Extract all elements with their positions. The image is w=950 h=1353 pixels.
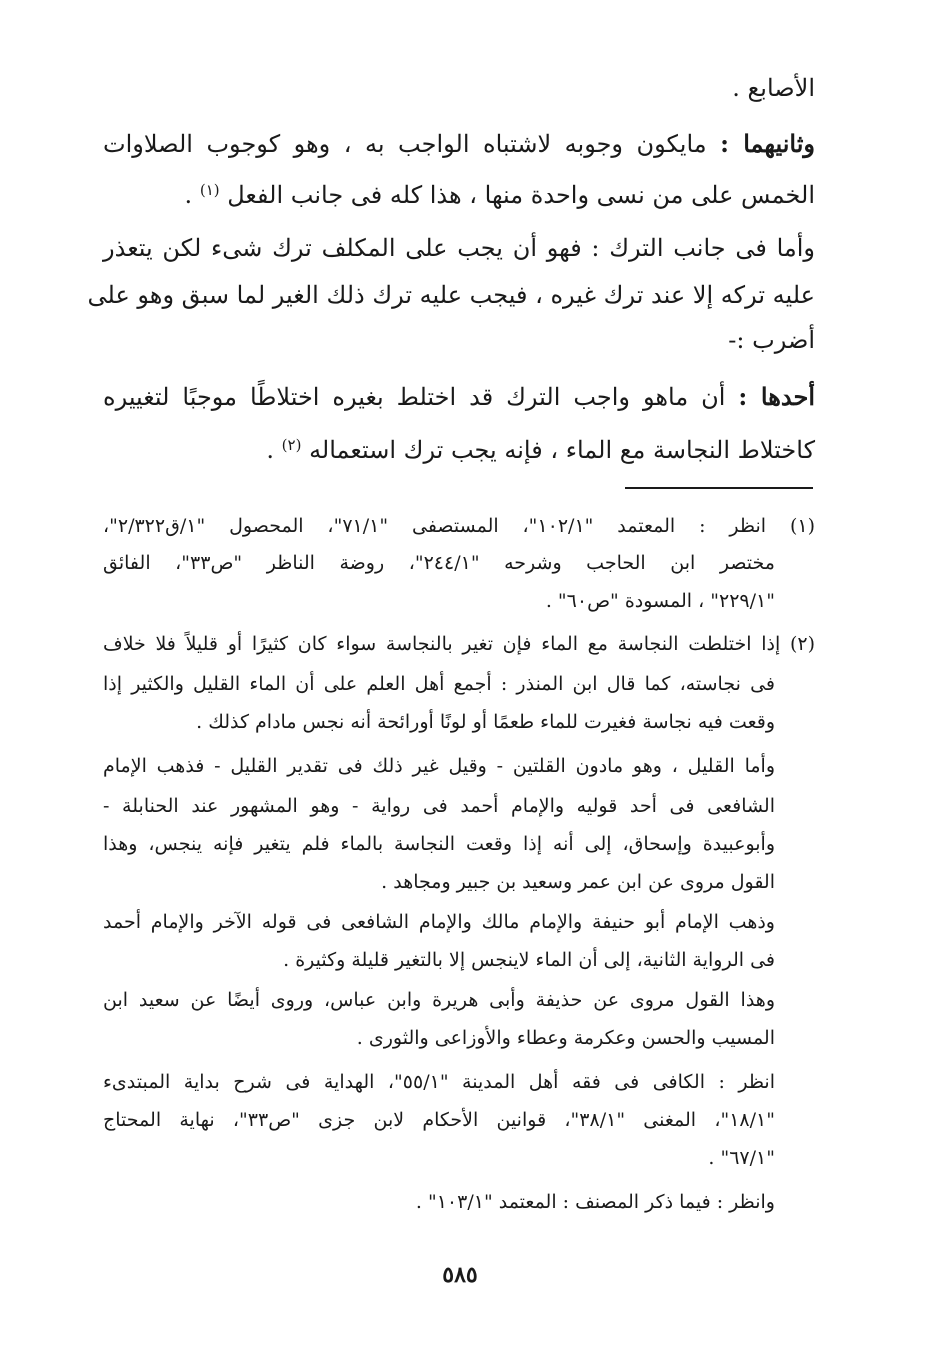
footnote-2-line-14 [103,1142,775,1174]
footnote-2-line-3 [103,706,775,738]
footnote-2-line-10 [103,984,775,1016]
footnote-text: الشافعى فى أحد قوليه والإمام أحمد فى رواية - وهو المشهور عند الحنابلة - [103,795,775,817]
footnote-2-line-5 [103,790,775,822]
footnote-2-line-12 [103,1066,775,1098]
footnote-text: وانظر : فيما ذكر المصنف : المعتمد "١٠٣/١" . [415,1191,775,1213]
footnote-2-line-2 [103,668,775,700]
footnote-text: فى نجاسته، كما قال ابن المنذر : أجمع أهل العلم على أن الماء القليل والكثير إذا [103,673,775,695]
page-number: ٥٨٥ [442,1262,478,1288]
footnote-1-line-1 [103,510,815,542]
footnote-text: القول مروى عن ابن عمر وسعيد بن جبير ومجاهد . [381,871,775,893]
footnote-text: وأبوعبيدة وإسحاق، إلى أنه إذا وقعت النجاسة بالماء فلم يتغير فإنه ينجس، وهذا [103,833,775,855]
footnote-2-line-15 [103,1186,775,1218]
footnote-text: انظر : الكافى فى فقه أهل المدينة "٥٥/١"، الهداية فى شرح بداية المبتدىء [103,1071,775,1093]
footnote-text: "٢٢٩/١" ، المسودة "ص٦٠" . [545,590,775,612]
footnote-2-line-6 [103,828,775,860]
footnote-2-line-1 [103,628,815,660]
footnote-text: وأما القليل ، وهو مادون القلتين - وقيل غير ذلك فى تقدير القليل - فذهب الإمام [103,755,775,777]
paragraph-4-line-1 [103,377,815,417]
paragraph-lead-term: أحدها : [738,382,815,411]
main-line-1 [103,68,815,108]
footnote-2-line-8 [103,906,775,938]
footnote-text: (٢) إذا اختلطت النجاسة مع الماء فإن تغير بالنجاسة سواء كان كثيرًا أو قليلاً فلا خلاف [103,633,815,655]
footnote-1-line-3 [103,585,775,617]
footnote-text: وذهب الإمام أبو حنيفة والإمام مالك والإمام الشافعى فى قوله الآخر والإمام أحمد [103,911,775,933]
paragraph-2-line-2 [103,170,815,215]
footnote-ref-1: (١) [199,181,220,199]
footnote-1-line-2 [103,547,775,579]
paragraph-3-line-2 [87,275,815,315]
main-text-fragment: عليه تركه إلا عند ترك غيره ، فيجب عليه ترك ذلك الغير لما سبق وهو على [87,281,815,309]
footnote-2-line-11 [103,1022,775,1054]
footnote-text: وهذا القول مروى عن حذيفة وأبى هريرة وابن عباس، وروى أيضًا عن سعيد ابن [103,989,775,1011]
paragraph-3-line-3 [103,320,815,360]
footnote-2-line-9 [103,944,775,976]
footnote-text: فى الرواية الثانية، إلى أن الماء لاينجس إلا بالتغير قليلة وكثيرة . [283,949,775,971]
main-text-fragment: مايكون وجوبه لاشتباه الواجب به ، وهو كوجوب الصلاوات [103,130,707,158]
footnote-2-line-7 [103,866,775,898]
main-text-fragment: . [184,181,193,209]
main-text-fragment: أضرب :- [728,326,815,354]
paragraph-lead-term: وثانيهما : [720,129,815,158]
main-text-fragment: . [266,436,274,464]
footnote-text: "٦٧/١" . [708,1147,775,1169]
footnote-2-line-13 [103,1104,775,1136]
footnote-2-line-4 [103,750,775,782]
main-text-fragment: الخمس على من نسى واحدة منها ، هذا كله فى جانب الفعل [227,181,815,209]
paragraph-2-line-1 [103,124,815,164]
footnote-separator [625,487,813,489]
footnote-text: المسيب والحسن وعكرمة وعطاء والأوزاعى والثورى . [356,1027,775,1049]
footnote-ref-2: (٢) [281,436,302,454]
main-text-fragment: كاختلاط النجاسة مع الماء ، فإنه يجب ترك استعماله [309,436,815,464]
main-text-fragment: أن ماهو واجب الترك قد اختلط بغيره اختلاطًا موجبًا لتغييره [103,383,726,411]
footnote-text: (١) انظر : المعتمد "١٠٢/١"، المستصفى "٧١/١"، المحصول "١/ق٢/٣٢٢"، [103,515,815,537]
footnote-text: "١٨/١"، المغنى "٣٨/١"، قوانين الأحكام لابن جزى "ص٣٣"، نهاية المحتاج [103,1109,775,1131]
footnote-text: مختصر ابن الحاجب وشرحه "٢٤٤/١"، روضة الناظر "ص٣٣"، الفائق [103,552,775,574]
main-text-fragment: الأصابع . [732,74,815,102]
main-text-fragment: وأما فى جانب الترك : فهو أن يجب على المكلف ترك شىء لكن يتعذر [103,234,815,262]
paragraph-4-line-2 [103,425,815,470]
paragraph-3-line-1 [103,228,815,268]
footnote-text: وقعت فيه نجاسة فغيرت للماء طعمًا أو لونًا أورائحة أنه نجس مادام كذلك . [196,711,775,733]
